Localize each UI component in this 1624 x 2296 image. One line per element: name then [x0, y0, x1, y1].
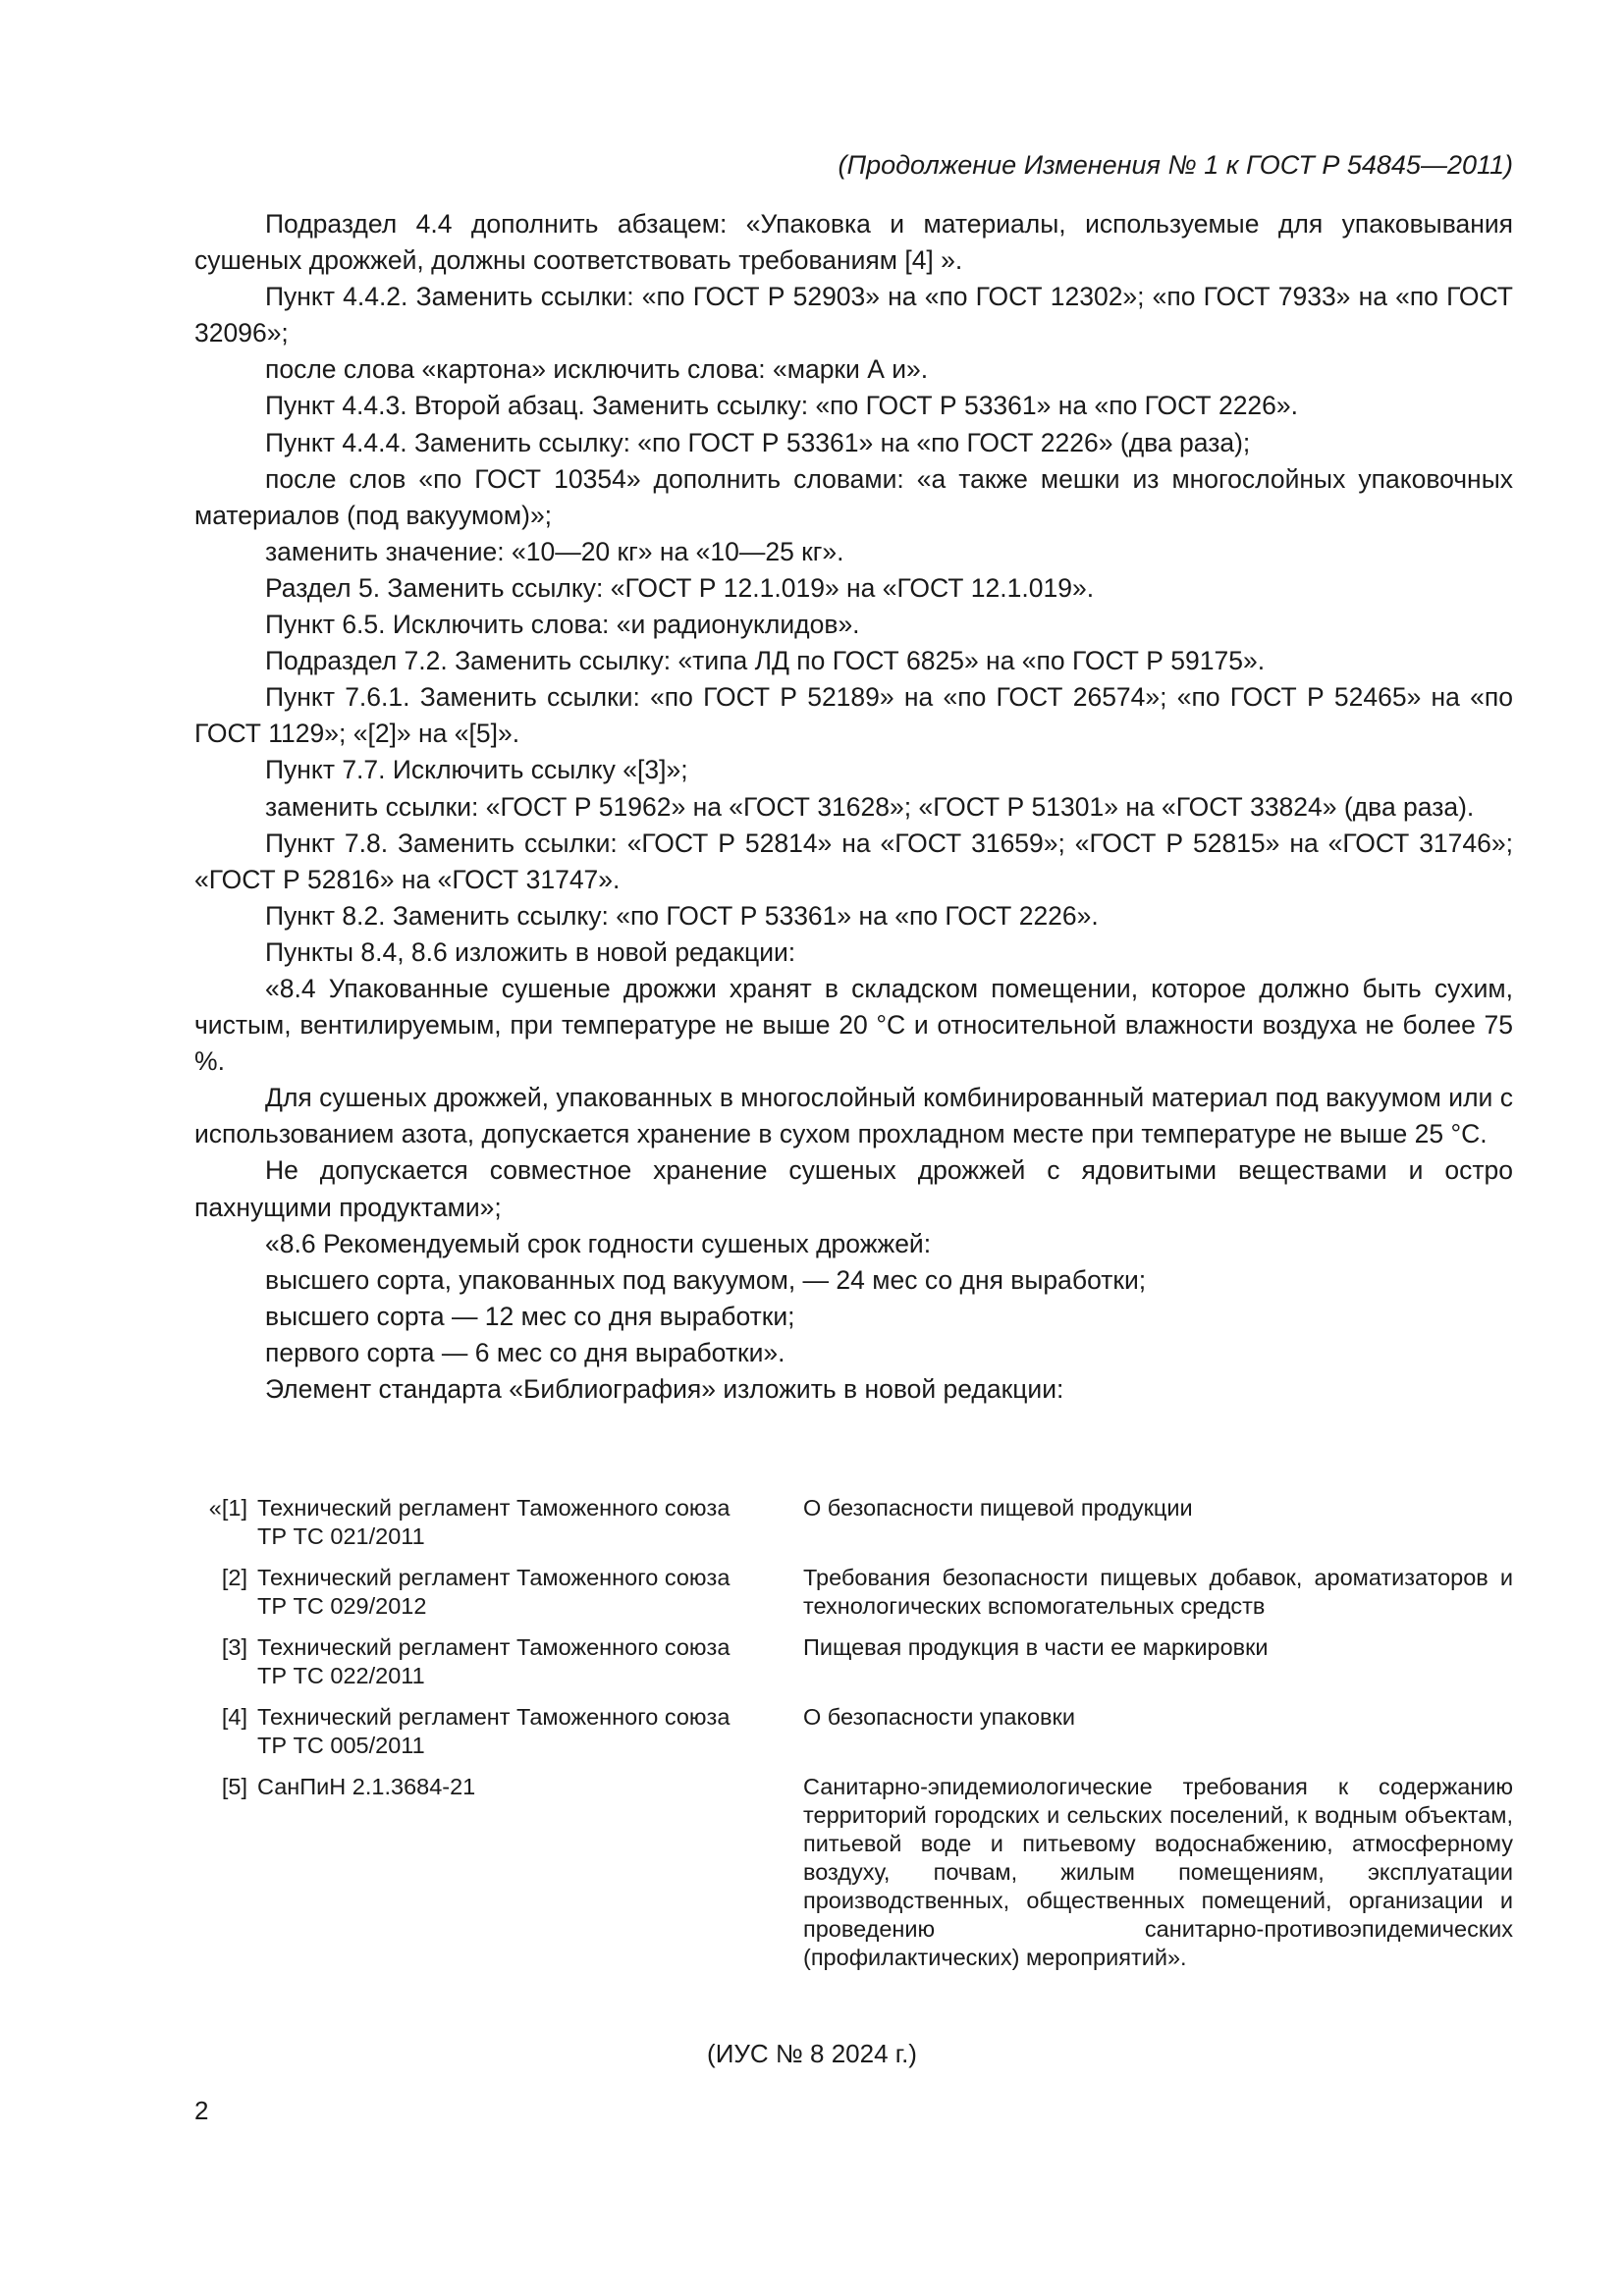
bibliography-document-title: Технический регламент Таможенного союза: [257, 1565, 731, 1590]
bibliography-document: [247, 1564, 782, 1621]
bibliography-number: [2]: [221, 1565, 247, 1590]
bibliography-document-code: ТР ТС 021/2011: [257, 1523, 425, 1549]
paragraph: Пункт 7.6.1. Заменить ссылки: «по ГОСТ Р 52189» на «по ГОСТ 26574»; «по ГОСТ Р 52465» на «по ГОСТ 1129»; «[2]» на «[5]».: [194, 682, 1513, 749]
paragraph: Подраздел 7.2. Заменить ссылку: «типа ЛД по ГОСТ 6825» на «по ГОСТ Р 59175».: [265, 646, 1266, 676]
paragraph: заменить ссылки: «ГОСТ Р 51962» на «ГОСТ 31628»; «ГОСТ Р 51301» на «ГОСТ 33824» (два раза).: [265, 791, 1475, 822]
paragraph: Пункт 8.2. Заменить ссылку: «по ГОСТ Р 53361» на «по ГОСТ 2226».: [265, 900, 1099, 931]
bibliography-document-title: Технический регламент Таможенного союза: [257, 1704, 731, 1730]
bibliography: [194, 1494, 1513, 1985]
paragraph: высшего сорта — 12 мес со дня выработки;: [265, 1301, 795, 1331]
paragraph: высшего сорта, упакованных под вакуумом, — 24 мес со дня выработки;: [265, 1264, 1147, 1295]
bibliography-document: [247, 1703, 782, 1760]
paragraph: Пункты 8.4, 8.6 изложить в новой редакции:: [265, 936, 796, 967]
paragraph: «8.6 Рекомендуемый срок годности сушеных дрожжей:: [265, 1228, 932, 1258]
paragraph: после слов «по ГОСТ 10354» дополнить словами: «а также мешки из многослойных упаковочных материалов (под вакуумом)»;: [194, 463, 1513, 530]
bibliography-entry: [194, 1633, 1513, 1690]
bibliography-description: Требования безопасности пищевых добавок, ароматизаторов и технологических вспомогательных средств: [803, 1565, 1513, 1619]
bibliography-number: «[1]: [208, 1495, 247, 1521]
bibliography-document: [247, 1633, 782, 1690]
bibliography-document-code: ТР ТС 022/2011: [257, 1663, 425, 1688]
bibliography-document-title: СанПиН 2.1.3684-21: [257, 1774, 476, 1799]
bibliography-number: [4]: [221, 1704, 247, 1730]
paragraph: Раздел 5. Заменить ссылку: «ГОСТ Р 12.1.019» на «ГОСТ 12.1.019».: [265, 572, 1095, 603]
bibliography-description: Пищевая продукция в части ее маркировки: [803, 1634, 1269, 1660]
paragraph: Не допускается совместное хранение сушеных дрожжей с ядовитыми веществами и остро пахнущими продуктами»;: [194, 1155, 1513, 1222]
paragraph: Пункт 6.5. Исключить слова: «и радионуклидов».: [265, 610, 860, 640]
paragraph: заменить значение: «10—20 кг» на «10—25 кг».: [265, 536, 844, 566]
amendment-text: [194, 206, 1513, 1408]
bibliography-number: [5]: [221, 1774, 247, 1799]
paragraph: Пункт 7.7. Исключить ссылку «[3]»;: [265, 755, 688, 785]
paragraph: Элемент стандарта «Библиография» изложить в новой редакции:: [265, 1374, 1064, 1404]
bibliography-description: О безопасности упаковки: [803, 1704, 1075, 1730]
paragraph: Для сушеных дрожжей, упакованных в многослойный комбинированный материал под вакуумом или с использованием азота, допускается хранение в сухом прохладном месте при температуре не выше 25 °С.: [194, 1083, 1513, 1149]
publication-info: (ИУС № 8 2024 г.): [707, 2039, 917, 2068]
paragraph: Пункт 4.4.3. Второй абзац. Заменить ссылку: «по ГОСТ Р 53361» на «по ГОСТ 2226».: [265, 391, 1299, 421]
bibliography-description: О безопасности пищевой продукции: [803, 1495, 1193, 1521]
page-header: (Продолжение Изменения № 1 к ГОСТ Р 54845—2011): [838, 150, 1513, 180]
page-number: 2: [194, 2096, 209, 2125]
paragraph: после слова «картона» исключить слова: «марки А и».: [265, 354, 929, 385]
bibliography-document-title: Технический регламент Таможенного союза: [257, 1495, 731, 1521]
paragraph: «8.4 Упакованные сушеные дрожжи хранят в складском помещении, которое должно быть сухим, чистым, вентилируемым, при температуре не выше 20 °С и относительной влажности воздуха не более 75 %.: [194, 973, 1513, 1077]
paragraph: Подраздел 4.4 дополнить абзацем: «Упаковка и материалы, используемые для упаковывания сушеных дрожжей, должны соответствовать требованиям [4] ».: [194, 209, 1513, 276]
bibliography-entry: [194, 1703, 1513, 1760]
bibliography-document-code: ТР ТС 029/2012: [257, 1593, 427, 1619]
paragraph: Пункт 4.4.4. Заменить ссылку: «по ГОСТ Р 53361» на «по ГОСТ 2226» (два раза);: [265, 427, 1251, 457]
bibliography-entry: [194, 1773, 1513, 1972]
bibliography-document-code: ТР ТС 005/2011: [257, 1733, 425, 1758]
bibliography-document: [247, 1494, 782, 1551]
paragraph: Пункт 7.8. Заменить ссылки: «ГОСТ Р 52814» на «ГОСТ 31659»; «ГОСТ Р 52815» на «ГОСТ 31746»; «ГОСТ Р 52816» на «ГОСТ 31747».: [194, 828, 1513, 894]
bibliography-entry: [194, 1564, 1513, 1621]
bibliography-document-title: Технический регламент Таможенного союза: [257, 1634, 731, 1660]
bibliography-entry: [194, 1494, 1513, 1551]
bibliography-description: Санитарно-эпидемиологические требования к содержанию территорий городских и сельских поселений, к водным объектам, питьевой воде и питьевому водоснабжению, атмосферному воздуху, почвам, жилым помещениям, эксплуатации производственных, общественных помещений, организации и проведению санитарно-противоэпидемических (профилактических) мероприятий».: [803, 1774, 1513, 1970]
bibliography-number: [3]: [221, 1634, 247, 1660]
paragraph: Пункт 4.4.2. Заменить ссылки: «по ГОСТ Р 52903» на «по ГОСТ 12302»; «по ГОСТ 7933» на «по ГОСТ 32096»;: [194, 282, 1513, 348]
paragraph: первого сорта — 6 мес со дня выработки».: [265, 1337, 785, 1367]
bibliography-document: [247, 1773, 782, 1801]
